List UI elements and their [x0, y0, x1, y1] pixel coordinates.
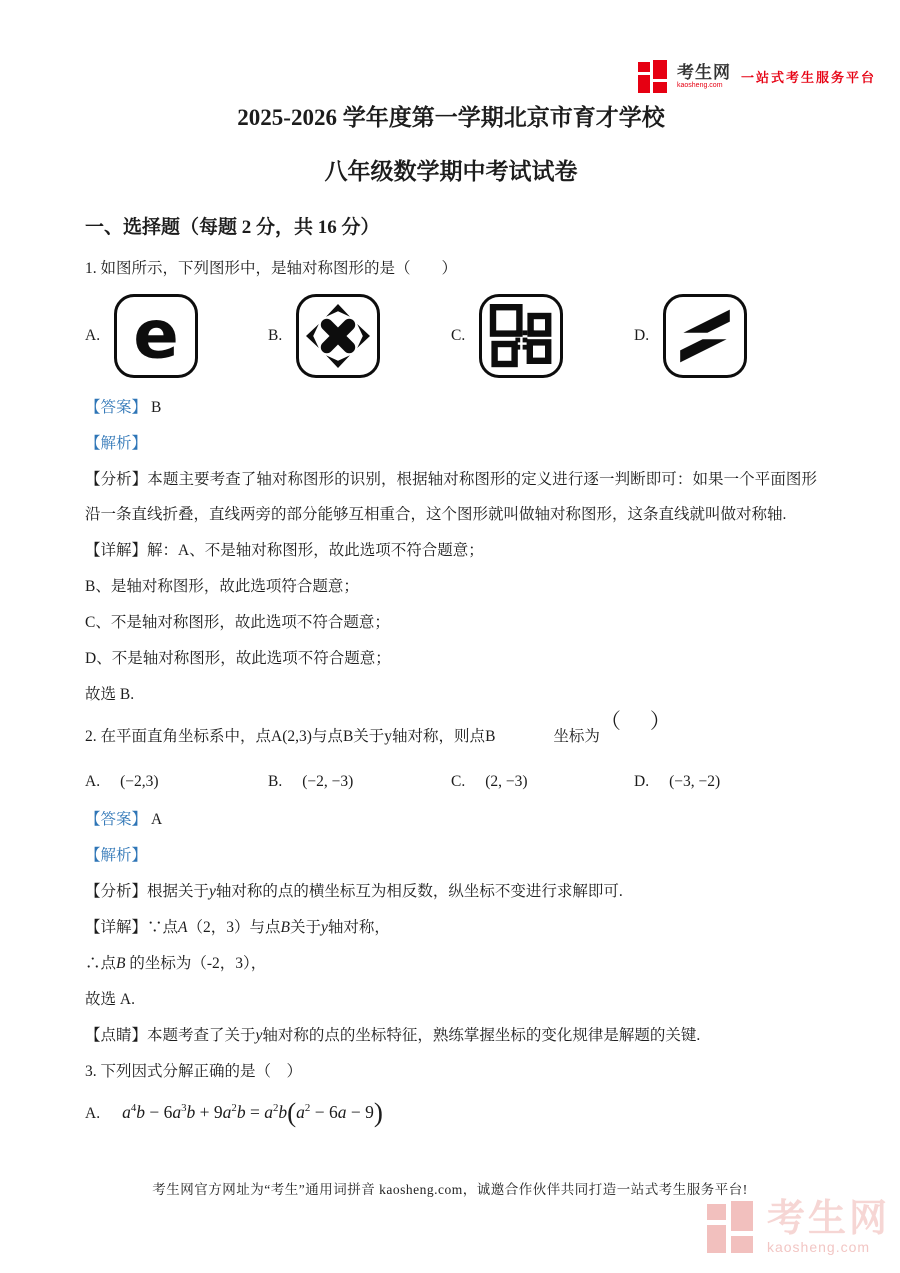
q1-answer-line	[85, 390, 817, 425]
kaosheng-watermark-icon	[707, 1201, 759, 1253]
q1-jiexi-line	[85, 426, 817, 461]
exam-title-line1: 2025-2026 学年度第一学期北京市育才学校	[237, 105, 665, 130]
q2-answer-line	[85, 802, 817, 837]
q1-answer-value: B	[151, 399, 162, 416]
q2-conclusion-line: 故选 A.	[85, 991, 135, 1008]
kaosheng-logo-icon	[638, 60, 672, 93]
q1-option-b-label: B.	[268, 327, 283, 344]
kaosheng-watermark	[707, 1200, 890, 1254]
logo-name: 考生网	[677, 63, 731, 82]
answer-tag: 【答案】	[85, 399, 148, 416]
q2-option-a-label: A.	[85, 773, 101, 790]
q3-option-a-label: A.	[85, 1105, 101, 1122]
q2-option-b-label: B.	[268, 773, 283, 790]
q1-fenxi-paragraph: 【分析】本题主要考查了轴对称图形的识别，根据轴对称图形的定义进行逐一判断即可：如果一个平面图形沿一条直线折叠，直线两旁的部分能够互相重合，这个图形就叫做轴对称图形，这条直线就叫做对称轴.	[85, 471, 817, 523]
svg-text:e: e	[133, 300, 179, 372]
q2-stem-text: 2. 在平面直角坐标系中，点A(2,3)与点B关于y轴对称，则点B 坐标为	[85, 728, 600, 745]
q2-option-b	[268, 764, 451, 799]
q2-option-d-value: (−3, −2)	[669, 773, 721, 790]
q1-conclusion-line: 故选 B.	[85, 686, 135, 703]
q2-option-a	[85, 764, 268, 799]
watermark-name: 考生网	[766, 1198, 890, 1240]
q2-option-c-label: C.	[451, 773, 466, 790]
footer-note: 考生网官方网址为“考生”通用词拼音 kaosheng.com，诚邀合作伙伴共同打造一站式考生服务平台!	[152, 1182, 748, 1197]
kaosheng-logo-text	[677, 64, 731, 89]
e-logo-icon	[114, 294, 198, 378]
q1-option-b	[268, 294, 451, 378]
q1-detail-line-1: 【详解】解：A、不是轴对称图形，故此选项不符合题意；	[85, 542, 484, 559]
q1-option-d-label: D.	[634, 327, 650, 344]
exam-title-line2: 八年级数学期中考试试卷	[324, 159, 578, 184]
q2-detail-line-1: 【详解】∵点A（2，3）与点B关于y轴对称，	[85, 919, 390, 936]
answer-tag: 【答案】	[85, 811, 148, 828]
q2-option-c-value: (2, −3)	[485, 773, 528, 790]
jiexi-tag: 【解析】	[85, 435, 148, 452]
jiexi-tag: 【解析】	[85, 847, 148, 864]
q2-option-d	[634, 764, 817, 799]
q2-dianjing-line: 【点睛】本题考查了关于y轴对称的点的坐标特征，熟练掌握坐标的变化规律是解题的关键.	[85, 1027, 701, 1044]
q1-detail-line-2: B、是轴对称图形，故此选项符合题意；	[85, 578, 359, 595]
q3-option-a	[85, 1095, 817, 1131]
q1-option-c	[451, 294, 634, 378]
q2-option-c	[451, 764, 634, 799]
kaosheng-watermark-text	[767, 1200, 890, 1254]
question-1-options	[85, 294, 817, 378]
q3-option-a-formula: $a^4b - 6a^3b + 9a^2b = a^2b(a^2 - 6a - 9)$	[122, 1097, 383, 1128]
q1-detail-line-4: D、不是轴对称图形，故此选项不符合题意；	[85, 650, 391, 667]
question-1-stem: 1. 如图所示，下列图形中，是轴对称图形的是（ ）	[85, 260, 458, 277]
kaosheng-logo	[638, 60, 876, 93]
question-2-options	[85, 764, 817, 799]
q2-fenxi-line: 【分析】根据关于y轴对称的点的横坐标互为相反数，纵坐标不变进行求解即可.	[85, 883, 623, 900]
question-2-stem	[85, 709, 817, 754]
q2-option-d-label: D.	[634, 773, 650, 790]
q1-option-a-label: A.	[85, 327, 101, 344]
q2-option-a-value: (−2,3)	[120, 773, 159, 790]
q2-answer-value: A	[151, 811, 163, 828]
q1-detail-line-3: C、不是轴对称图形，故此选项不符合题意；	[85, 614, 390, 631]
move-arrows-icon	[296, 294, 380, 378]
q2-paren: （ ）	[599, 709, 675, 733]
question-3-stem: 3. 下列因式分解正确的是（ ）	[85, 1063, 303, 1080]
logo-site: kaosheng.com	[677, 82, 723, 89]
section-heading: 一、选择题（每题 2 分，共 16 分）	[85, 217, 380, 238]
q2-detail-line-2: ∴点B 的坐标为（-2，3），	[85, 955, 267, 972]
squares-pattern-icon	[479, 294, 563, 378]
exam-content	[85, 103, 817, 1132]
q1-option-d	[634, 294, 817, 378]
q2-option-b-value: (−2, −3)	[302, 773, 354, 790]
logo-tagline: 一站式考生服务平台	[741, 70, 877, 85]
q1-option-c-label: C.	[451, 327, 466, 344]
q1-option-a	[85, 294, 268, 378]
s-logo-icon	[663, 294, 747, 378]
q2-jiexi-line	[85, 838, 817, 873]
watermark-site: kaosheng.com	[766, 1239, 871, 1255]
